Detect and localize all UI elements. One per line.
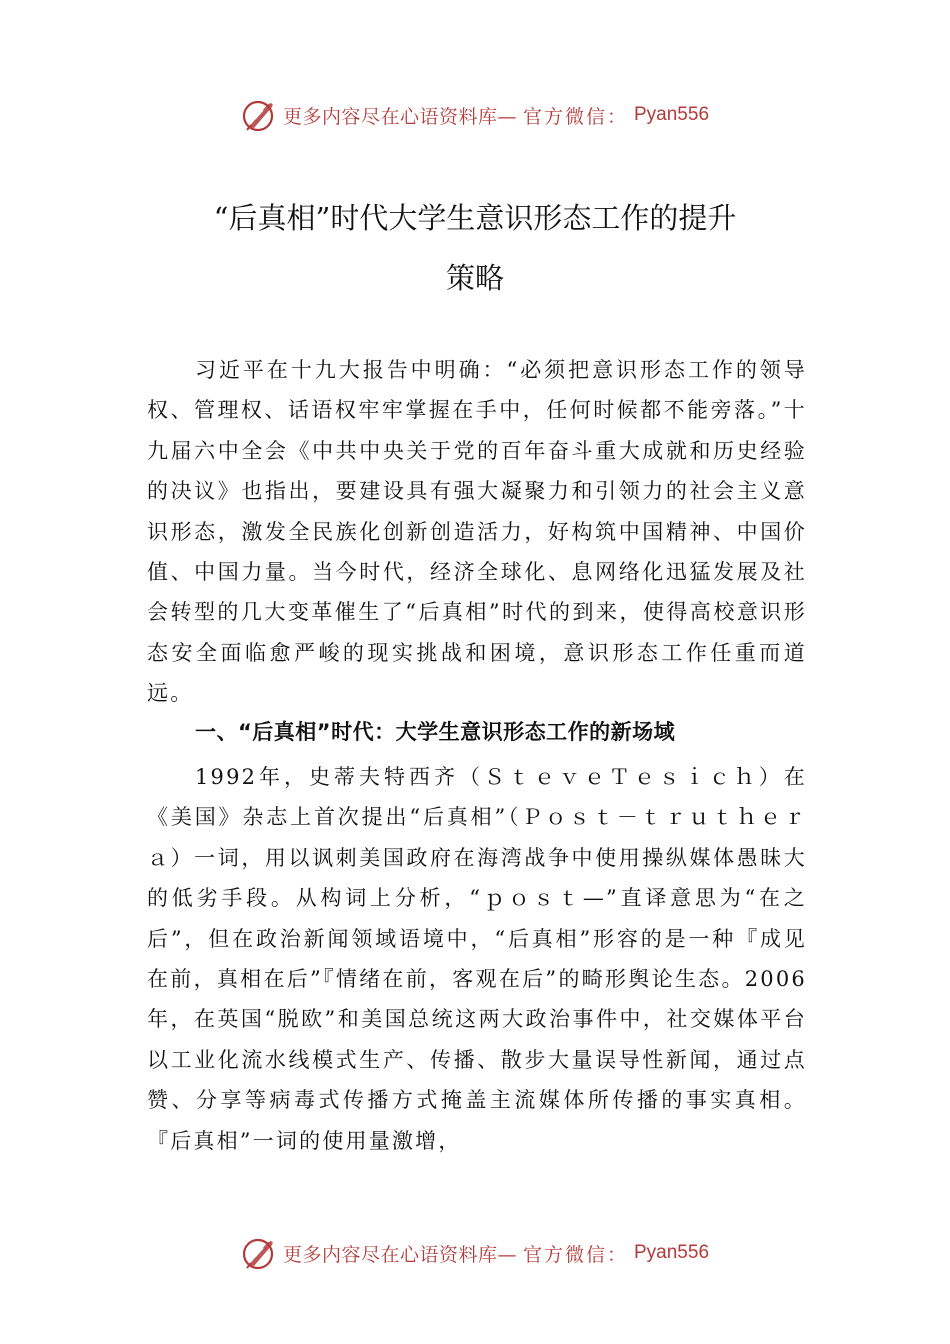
document-title (120, 188, 830, 308)
banner-wechat-id: Pyan556 (634, 104, 710, 125)
quill-logo-icon (241, 97, 277, 133)
section-paragraph: 1992年，史蒂夫特西齐（ＳｔｅｖｅＴｅｓｉｃｈ）在《美国》杂志上首次提出“后真相”（Ｐｏｓｔ－ｔｒｕｔｈｅｒａ）一词，用以讽刺美国政府在海湾战争中使用操纵媒体愚昧大的低劣手段。从构词上分析，“ｐｏｓｔ—”直译意思为“在之后”，但在政治新闻领域语境中，“后真相”形容的是一种『成见在前，真相在后”『情绪在前，客观在后”的畸形舆论生态。2006年，在英国“脱欧”和美国总统这两大政治事件中，社交媒体平台以工业化流水线模式生产、传播、散步大量误导性新闻，通过点赞、分享等病毒式传播方式掩盖主流媒体所传播的事实真相。『后真相”一词的使用量激增， (147, 765, 807, 1153)
footer-wechat-id: Pyan556 (634, 1242, 710, 1263)
section-heading: 一、“后真相”时代：大学生意识形态工作的新场域 (195, 720, 676, 744)
intro-paragraph: 习近平在十九大报告中明确：“必须把意识形态工作的领导权、管理权、话语权牢牢掌握在手中，任何时候都不能旁落。”十九届六中全会《中共中央关于党的百年奋斗重大成就和历史经验的决议》也指出，要建设具有强大凝聚力和引领力的社会主义意识形态，激发全民族化创新创造活力，好构筑中国精神、中国价值、中国力量。当今时代，经济全球化、息网络化迅猛发展及社会转型的几大变革催生了“后真相”时代的到来，使得高校意识形态安全面临愈严峻的现实挑战和困境，意识形态工作任重而道远。 (147, 358, 807, 706)
quill-logo-icon (241, 1235, 277, 1271)
title-line-1: “后真相”时代大学生意识形态工作的提升 (213, 201, 737, 235)
banner-promo-text: 更多内容尽在心语资料库— (282, 105, 517, 128)
footer-promo-text: 更多内容尽在心语资料库— (282, 1243, 517, 1266)
footer-wechat-label: 官方微信： (522, 1243, 628, 1266)
header-banner (0, 95, 950, 135)
title-line-2: 策略 (445, 261, 504, 295)
footer-banner (0, 1233, 950, 1273)
banner-wechat-label: 官方微信： (522, 105, 628, 128)
